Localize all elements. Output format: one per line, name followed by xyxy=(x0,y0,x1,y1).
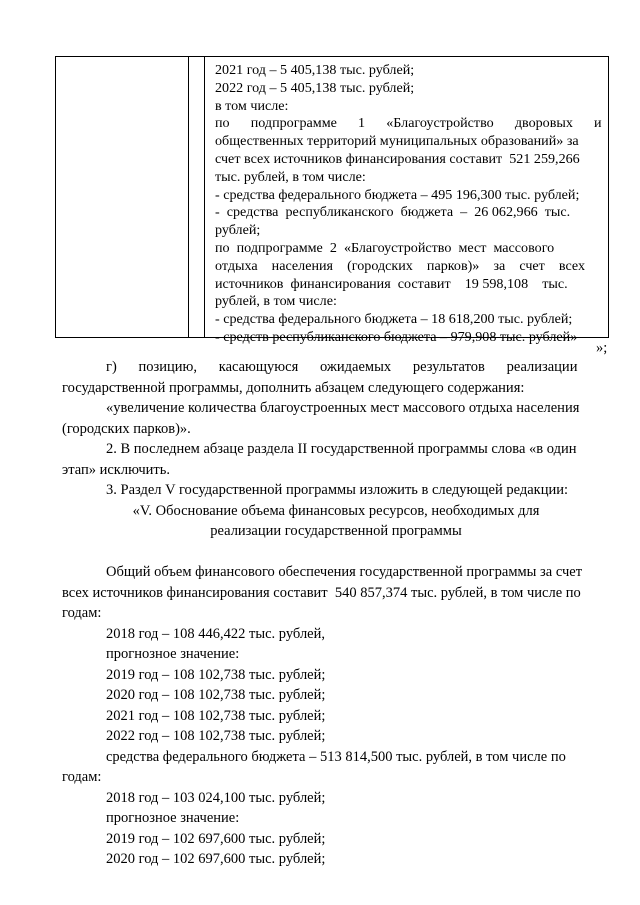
document-body xyxy=(62,357,610,870)
paragraph-line: г) позицию, касающуюся ожидаемых результатов реализации xyxy=(106,359,578,375)
table-line: - средства федерального бюджета – 18 618,200 тыс. рублей; xyxy=(215,311,573,328)
paragraph-line: годам: xyxy=(62,769,102,785)
table-line: общественных территорий муниципальных образований» за xyxy=(215,133,579,150)
paragraph-line: 3. Раздел V государственной программы изложить в следующей редакции: xyxy=(106,482,569,498)
table-line: в том числе: xyxy=(215,97,289,114)
paragraph-line: 2020 год – 108 102,738 тыс. рублей; xyxy=(106,687,326,703)
paragraph-line: прогнозное значение: xyxy=(106,810,240,826)
table-line: - средств республиканского бюджета – 979,908 тыс. рублей» xyxy=(215,328,578,345)
table-line: рублей, в том числе: xyxy=(215,293,337,310)
table-line: рублей; xyxy=(215,222,261,239)
paragraph-line: 2019 год – 108 102,738 тыс. рублей; xyxy=(106,666,326,683)
paragraph-line: (городских парков)». xyxy=(62,420,191,437)
paragraph-line: 2018 год – 108 446,422 тыс. рублей, xyxy=(106,625,326,642)
section-heading: реализации государственной программы xyxy=(210,523,462,539)
table-line: счет всех источников финансирования составит 521 259,266 xyxy=(215,150,580,167)
table-column-border xyxy=(188,56,189,338)
paragraph-line: государственной программы, дополнить абзацем следующего содержания: xyxy=(62,379,525,396)
table-line: отдыха населения (городских парков)» за счет всех xyxy=(215,257,586,274)
blank-line xyxy=(62,542,610,563)
paragraph-line: 2. В последнем абзаце раздела II государственной программы слова «в один xyxy=(106,441,577,457)
table-line: по подпрограмме 2 «Благоустройство мест массового xyxy=(215,239,555,256)
paragraph-line: годам: xyxy=(62,605,102,621)
table-line: - средства федерального бюджета – 495 196,300 тыс. рублей; xyxy=(215,186,580,203)
table-column-border xyxy=(204,56,205,338)
paragraph-line: всех источников финансирования составит 540 857,374 тыс. рублей, в том числе по xyxy=(62,584,581,601)
paragraph-line: 2020 год – 102 697,600 тыс. рублей; xyxy=(106,851,326,867)
table-top-border xyxy=(55,56,609,57)
table-line: тыс. рублей, в том числе: xyxy=(215,168,366,185)
table-line: 2021 год – 5 405,138 тыс. рублей; xyxy=(215,62,415,78)
paragraph-line: средства федерального бюджета – 513 814,500 тыс. рублей, в том числе по xyxy=(106,748,566,765)
paragraph-line: этап» исключить. xyxy=(62,461,170,478)
paragraph-line: 2019 год – 102 697,600 тыс. рублей; xyxy=(106,830,326,847)
section-heading: «V. Обоснование объема финансовых ресурсов, необходимых для xyxy=(132,502,540,519)
paragraph-line: 2018 год – 103 024,100 тыс. рублей; xyxy=(106,789,326,806)
table-line: по подпрограмме 1 «Благоустройство дворовых и xyxy=(215,115,602,132)
paragraph-line: Общий объем финансового обеспечения государственной программы за счет xyxy=(106,564,583,580)
paragraph-line: прогнозное значение: xyxy=(106,646,240,662)
closing-quote-semicolon: »; xyxy=(596,340,608,356)
paragraph-line: 2022 год – 108 102,738 тыс. рублей; xyxy=(106,728,326,744)
table-column-border xyxy=(55,56,56,338)
paragraph-line: 2021 год – 108 102,738 тыс. рублей; xyxy=(106,707,326,724)
table-line: 2022 год – 5 405,138 тыс. рублей; xyxy=(215,79,415,96)
table-cell-financing-text xyxy=(215,62,605,347)
table-line: источников финансирования составит 19 598,108 тыс. xyxy=(215,275,568,292)
paragraph-line: «увеличение количества благоустроенных мест массового отдыха населения xyxy=(106,400,580,416)
table-line: - средства республиканского бюджета – 26 062,966 тыс. xyxy=(215,204,571,221)
table-column-border xyxy=(608,56,609,338)
